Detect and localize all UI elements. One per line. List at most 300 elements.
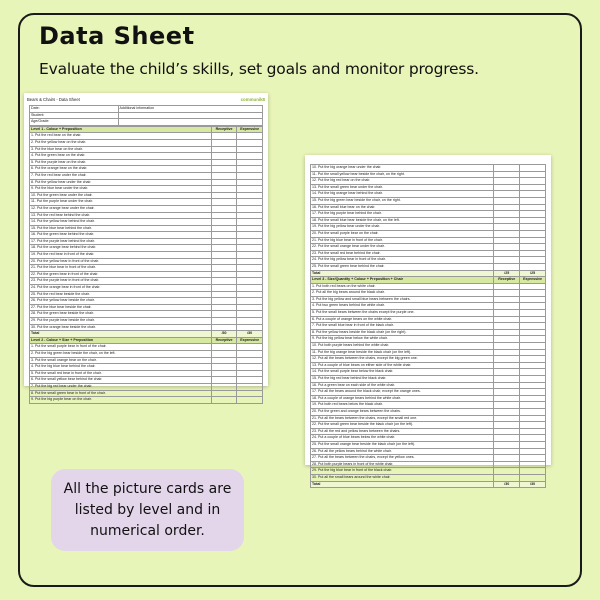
table-row bbox=[311, 356, 546, 363]
expressive-cell bbox=[520, 316, 546, 323]
expressive-cell bbox=[237, 324, 263, 331]
table-row bbox=[30, 350, 263, 357]
item-text: 19. Put both red bears below the black chair. bbox=[311, 402, 494, 409]
expressive-cell bbox=[237, 397, 263, 404]
total-expressive: /30 bbox=[237, 331, 263, 338]
expressive-cell bbox=[237, 212, 263, 219]
receptive-cell bbox=[211, 219, 237, 226]
item-text: 1. Put the red bear on the chair. bbox=[30, 133, 212, 140]
table-row bbox=[311, 204, 546, 211]
receptive-cell bbox=[494, 343, 520, 350]
item-text: 25. Put the red bear beside the chair. bbox=[30, 291, 212, 298]
item-text: 26. Put all the yellow bears behind the white chair. bbox=[311, 448, 494, 455]
item-text: 14. Put the small purple bear below the black chair. bbox=[311, 369, 494, 376]
expressive-cell bbox=[237, 199, 263, 206]
receptive-cell bbox=[494, 204, 520, 211]
item-text: 22. Put the small green bear beside the black chair (on the left). bbox=[311, 422, 494, 429]
expressive-cell bbox=[237, 271, 263, 278]
receptive-cell bbox=[211, 232, 237, 239]
item-text: 2. Put all the big bears around the black chair. bbox=[311, 290, 494, 297]
expressive-cell bbox=[237, 252, 263, 259]
item-text: 8. Put the small green bear in front of the chair. bbox=[30, 390, 212, 397]
item-text: 17. Put all the bears around the black chair, except the orange ones. bbox=[311, 389, 494, 396]
table-row bbox=[311, 468, 546, 475]
item-text: 16. Put a green bear on each side of the white chair. bbox=[311, 382, 494, 389]
receptive-cell bbox=[494, 323, 520, 330]
receptive-cell bbox=[494, 283, 520, 290]
receptive-cell bbox=[211, 252, 237, 259]
page-title: Data Sheet bbox=[39, 22, 195, 50]
table-row bbox=[311, 408, 546, 415]
receptive-cell bbox=[494, 310, 520, 317]
info-label: Student: bbox=[30, 112, 119, 119]
item-text: 13. Put a couple of blue bears on either side of the white chair. bbox=[311, 362, 494, 369]
expressive-cell bbox=[520, 230, 546, 237]
item-text: 12. Put the big red bear on the chair. bbox=[311, 178, 494, 185]
item-text: 13. Put the red bear behind the chair. bbox=[30, 212, 212, 219]
receptive-cell bbox=[211, 324, 237, 331]
expressive-cell bbox=[520, 349, 546, 356]
expressive-cell bbox=[520, 402, 546, 409]
table-row bbox=[30, 258, 263, 265]
table-row bbox=[30, 245, 263, 252]
receptive-cell bbox=[211, 199, 237, 206]
item-text: 8. Put the yellow bear under the chair. bbox=[30, 179, 212, 186]
table-row bbox=[30, 377, 263, 384]
item-text: 1. Put the small purple bear in front of the chair. bbox=[30, 344, 212, 351]
receptive-cell bbox=[211, 318, 237, 325]
data-sheet-page-2 bbox=[305, 155, 551, 486]
expressive-cell bbox=[237, 133, 263, 140]
receptive-cell bbox=[494, 349, 520, 356]
info-value bbox=[118, 112, 262, 119]
column-header-expressive: Expressive bbox=[237, 126, 263, 133]
receptive-cell bbox=[494, 415, 520, 422]
table-row bbox=[311, 376, 546, 383]
item-text: 29. Put the purple bear beside the chair. bbox=[30, 318, 212, 325]
expressive-cell bbox=[520, 455, 546, 462]
receptive-cell bbox=[494, 171, 520, 178]
expressive-cell bbox=[520, 197, 546, 204]
expressive-cell bbox=[520, 369, 546, 376]
expressive-cell bbox=[520, 171, 546, 178]
table-row bbox=[30, 390, 263, 397]
expressive-cell bbox=[520, 468, 546, 475]
expressive-cell bbox=[520, 178, 546, 185]
table-row bbox=[30, 179, 263, 186]
item-text: 15. Put the blue bear behind the chair. bbox=[30, 225, 212, 232]
total-label: Total bbox=[311, 481, 494, 488]
table-row bbox=[311, 230, 546, 237]
item-text: 3. Put the blue bear on the chair. bbox=[30, 146, 212, 153]
item-text: 22. Put the small orange bear under the chair. bbox=[311, 244, 494, 251]
receptive-cell bbox=[211, 285, 237, 292]
receptive-cell bbox=[494, 257, 520, 264]
item-text: 6. Put a couple of orange bears on the white chair. bbox=[311, 316, 494, 323]
receptive-cell bbox=[494, 461, 520, 468]
level-label: Level 2 - Colour + Size + Preposition bbox=[30, 337, 212, 344]
item-text: 9. Put the big yellow bear below the white chair. bbox=[311, 336, 494, 343]
table-row bbox=[30, 232, 263, 239]
expressive-cell bbox=[237, 139, 263, 146]
receptive-cell bbox=[211, 390, 237, 397]
table-row bbox=[311, 316, 546, 323]
table-row bbox=[311, 415, 546, 422]
table-row bbox=[311, 178, 546, 185]
receptive-cell bbox=[494, 290, 520, 297]
expressive-cell bbox=[237, 166, 263, 173]
item-text: 20. Put the small purple bear on the chair. bbox=[311, 230, 494, 237]
expressive-cell bbox=[520, 329, 546, 336]
expressive-cell bbox=[237, 370, 263, 377]
level-header-row bbox=[30, 126, 263, 133]
receptive-cell bbox=[494, 178, 520, 185]
item-text: 14. Put the big orange bear behind the chair. bbox=[311, 191, 494, 198]
receptive-cell bbox=[494, 165, 520, 172]
table-row bbox=[30, 370, 263, 377]
table-row bbox=[30, 199, 263, 206]
table-row bbox=[30, 304, 263, 311]
item-text: 19. Put the red bear in front of the chair. bbox=[30, 252, 212, 259]
item-text: 14. Put the yellow bear behind the chair. bbox=[30, 219, 212, 226]
expressive-cell bbox=[520, 389, 546, 396]
table-row bbox=[30, 298, 263, 305]
table-row bbox=[311, 336, 546, 343]
expressive-cell bbox=[520, 237, 546, 244]
total-label: Total bbox=[30, 331, 212, 338]
receptive-cell bbox=[211, 265, 237, 272]
table-row bbox=[311, 395, 546, 402]
expressive-cell bbox=[520, 211, 546, 218]
expressive-cell bbox=[237, 265, 263, 272]
receptive-cell bbox=[211, 192, 237, 199]
expressive-cell bbox=[520, 191, 546, 198]
item-text: 8. Put the yellow bears beside the black chair (on the right). bbox=[311, 329, 494, 336]
item-text: 16. Put the green bear behind the chair. bbox=[30, 232, 212, 239]
expressive-cell bbox=[237, 377, 263, 384]
table-row bbox=[30, 397, 263, 404]
receptive-cell bbox=[211, 172, 237, 179]
expressive-cell bbox=[520, 441, 546, 448]
expressive-cell bbox=[520, 408, 546, 415]
item-text: 20. Put the yellow bear in front of the chair. bbox=[30, 258, 212, 265]
item-text: 29. Put the big blue bear in front of the black chair. bbox=[311, 468, 494, 475]
item-text: 4. Put the big blue bear behind the chair. bbox=[30, 364, 212, 371]
expressive-cell bbox=[520, 310, 546, 317]
receptive-cell bbox=[211, 377, 237, 384]
item-text: 24. Put the big yellow bear in front of the chair. bbox=[311, 257, 494, 264]
item-text: 9. Put the blue bear under the chair. bbox=[30, 186, 212, 193]
item-text: 24. Put the orange bear in front of the chair. bbox=[30, 285, 212, 292]
table-row bbox=[311, 244, 546, 251]
receptive-cell bbox=[211, 258, 237, 265]
receptive-cell bbox=[211, 271, 237, 278]
expressive-cell bbox=[520, 165, 546, 172]
expressive-cell bbox=[520, 217, 546, 224]
item-text: 10. Put both purple bears behind the white chair. bbox=[311, 343, 494, 350]
info-row bbox=[30, 112, 263, 119]
item-text: 13. Put the small green bear under the chair. bbox=[311, 184, 494, 191]
receptive-cell bbox=[494, 230, 520, 237]
receptive-cell bbox=[494, 474, 520, 481]
expressive-cell bbox=[237, 350, 263, 357]
expressive-cell bbox=[520, 184, 546, 191]
item-text: 10. Put the big orange bear under the chair. bbox=[311, 165, 494, 172]
table-row bbox=[311, 455, 546, 462]
table-row bbox=[311, 191, 546, 198]
column-header-receptive: Receptive bbox=[211, 126, 237, 133]
item-text: 21. Put the blue bear in front of the chair. bbox=[30, 265, 212, 272]
info-row bbox=[30, 119, 263, 126]
expressive-cell bbox=[237, 146, 263, 153]
column-header-expressive: Expressive bbox=[520, 277, 546, 284]
item-text: 7. Put the red bear under the chair. bbox=[30, 172, 212, 179]
table-row bbox=[311, 349, 546, 356]
table-row bbox=[311, 435, 546, 442]
item-text: 18. Put the orange bear behind the chair. bbox=[30, 245, 212, 252]
receptive-cell bbox=[494, 402, 520, 409]
expressive-cell bbox=[237, 232, 263, 239]
receptive-cell bbox=[494, 250, 520, 257]
expressive-cell bbox=[520, 296, 546, 303]
item-text: 26. Put the yellow bear beside the chair. bbox=[30, 298, 212, 305]
level-header-row bbox=[30, 337, 263, 344]
receptive-cell bbox=[494, 435, 520, 442]
expressive-cell bbox=[237, 245, 263, 252]
expressive-cell bbox=[520, 428, 546, 435]
item-text: 9. Put the big purple bear on the chair. bbox=[30, 397, 212, 404]
table-row bbox=[30, 225, 263, 232]
item-text: 19. Put the big yellow bear under the chair. bbox=[311, 224, 494, 231]
receptive-cell bbox=[211, 311, 237, 318]
total-receptive: /30 bbox=[211, 331, 237, 338]
table-row bbox=[30, 219, 263, 226]
item-text: 25. Put the small orange bear beside the black chair (on the left). bbox=[311, 441, 494, 448]
item-text: 18. Put a couple of orange bears behind the white chair. bbox=[311, 395, 494, 402]
sheet-title: Bears & Chairs - Data Sheet bbox=[27, 96, 80, 102]
receptive-cell bbox=[211, 153, 237, 160]
receptive-cell bbox=[494, 244, 520, 251]
expressive-cell bbox=[520, 461, 546, 468]
table-row bbox=[311, 402, 546, 409]
table-row bbox=[30, 133, 263, 140]
item-text: 22. Put the green bear in front of the chair. bbox=[30, 271, 212, 278]
table-row bbox=[311, 237, 546, 244]
total-row bbox=[30, 331, 263, 338]
table-row bbox=[30, 192, 263, 199]
table-row bbox=[30, 139, 263, 146]
expressive-cell bbox=[237, 318, 263, 325]
receptive-cell bbox=[211, 179, 237, 186]
expressive-cell bbox=[237, 285, 263, 292]
item-text: 5. Put the small bears between the chairs except the purple one. bbox=[311, 310, 494, 317]
receptive-cell bbox=[494, 237, 520, 244]
table-row bbox=[30, 153, 263, 160]
info-row bbox=[30, 106, 263, 113]
item-text: 3. Put the big yellow and small blue bears between the chairs. bbox=[311, 296, 494, 303]
item-text: 27. Put all the bears between the chairs, except the yellow ones. bbox=[311, 455, 494, 462]
item-text: 16. Put the small blue bear on the chair. bbox=[311, 204, 494, 211]
item-text: 7. Put the big red bear under the chair. bbox=[30, 383, 212, 390]
table-row bbox=[311, 263, 546, 270]
table-row bbox=[311, 323, 546, 330]
item-text: 17. Put the purple bear behind the chair. bbox=[30, 238, 212, 245]
expressive-cell bbox=[520, 382, 546, 389]
receptive-cell bbox=[211, 291, 237, 298]
item-text: 21. Put the big blue bear in front of the chair. bbox=[311, 237, 494, 244]
item-text: 10. Put the green bear under the chair. bbox=[30, 192, 212, 199]
receptive-cell bbox=[494, 376, 520, 383]
receptive-cell bbox=[211, 205, 237, 212]
item-text: 18. Put the small blue bear beside the chair, on the left. bbox=[311, 217, 494, 224]
item-text: 2. Put the yellow bear on the chair. bbox=[30, 139, 212, 146]
receptive-cell bbox=[211, 139, 237, 146]
receptive-cell bbox=[494, 362, 520, 369]
receptive-cell bbox=[494, 296, 520, 303]
info-value bbox=[118, 119, 262, 126]
expressive-cell bbox=[237, 153, 263, 160]
table-row bbox=[311, 474, 546, 481]
expressive-cell bbox=[237, 205, 263, 212]
table-row bbox=[311, 257, 546, 264]
expressive-cell bbox=[520, 448, 546, 455]
data-sheet-page-1 bbox=[24, 93, 268, 402]
item-text: 5. Put the purple bear on the chair. bbox=[30, 159, 212, 166]
receptive-cell bbox=[211, 304, 237, 311]
table-row bbox=[311, 428, 546, 435]
receptive-cell bbox=[211, 186, 237, 193]
receptive-cell bbox=[211, 397, 237, 404]
item-text: 23. Put all the red and yellow bears between the chairs. bbox=[311, 428, 494, 435]
receptive-cell bbox=[494, 217, 520, 224]
expressive-cell bbox=[520, 376, 546, 383]
table-row bbox=[311, 217, 546, 224]
expressive-cell bbox=[520, 422, 546, 429]
table-row bbox=[30, 324, 263, 331]
receptive-cell bbox=[494, 455, 520, 462]
item-text: 12. Put all the bears between the chairs, except the big green one. bbox=[311, 356, 494, 363]
table-row bbox=[30, 212, 263, 219]
item-text: 25. Put the small green bear behind the chair. bbox=[311, 263, 494, 270]
expressive-cell bbox=[520, 356, 546, 363]
info-table bbox=[29, 105, 263, 126]
receptive-cell bbox=[494, 197, 520, 204]
table-row bbox=[311, 197, 546, 204]
item-text: 27. Put the blue bear beside the chair. bbox=[30, 304, 212, 311]
item-text: 30. Put all the small bears around the white chair. bbox=[311, 474, 494, 481]
expressive-cell bbox=[520, 290, 546, 297]
receptive-cell bbox=[494, 395, 520, 402]
table-row bbox=[30, 291, 263, 298]
table-row bbox=[311, 362, 546, 369]
receptive-cell bbox=[494, 382, 520, 389]
brand-logo: communik8 bbox=[240, 96, 265, 102]
table-row bbox=[30, 278, 263, 285]
receptive-cell bbox=[494, 336, 520, 343]
expressive-cell bbox=[520, 415, 546, 422]
item-text: 21. Put all the bears between the chairs, except the small red one. bbox=[311, 415, 494, 422]
item-text: 3. Put the small orange bear on the chair. bbox=[30, 357, 212, 364]
receptive-cell bbox=[494, 224, 520, 231]
table-row bbox=[311, 310, 546, 317]
table-row bbox=[311, 184, 546, 191]
receptive-cell bbox=[494, 263, 520, 270]
receptive-cell bbox=[211, 350, 237, 357]
item-text: 24. Put a couple of blue bears below the white chair. bbox=[311, 435, 494, 442]
table-row bbox=[311, 441, 546, 448]
expressive-cell bbox=[237, 390, 263, 397]
item-text: 23. Put the small red bear behind the chair. bbox=[311, 250, 494, 257]
item-text: 4. Put two green bears behind the white chair. bbox=[311, 303, 494, 310]
expressive-cell bbox=[520, 435, 546, 442]
receptive-cell bbox=[211, 212, 237, 219]
expressive-cell bbox=[237, 186, 263, 193]
receptive-cell bbox=[211, 238, 237, 245]
expressive-cell bbox=[237, 311, 263, 318]
expressive-cell bbox=[237, 364, 263, 371]
table-row bbox=[311, 389, 546, 396]
sheet-header bbox=[24, 93, 268, 105]
expressive-cell bbox=[520, 204, 546, 211]
table-row bbox=[30, 159, 263, 166]
table-row bbox=[30, 238, 263, 245]
receptive-cell bbox=[211, 344, 237, 351]
item-text: 6. Put the small yellow bear behind the chair. bbox=[30, 377, 212, 384]
item-text: 6. Put the orange bear on the chair. bbox=[30, 166, 212, 173]
total-expressive: /25 bbox=[520, 270, 546, 277]
expressive-cell bbox=[237, 172, 263, 179]
item-text: 12. Put the orange bear under the chair. bbox=[30, 205, 212, 212]
receptive-cell bbox=[211, 298, 237, 305]
expressive-cell bbox=[237, 304, 263, 311]
receptive-cell bbox=[211, 159, 237, 166]
table-row bbox=[311, 461, 546, 468]
table-row bbox=[311, 211, 546, 218]
expressive-cell bbox=[237, 179, 263, 186]
item-text: 15. Put the big green bear beside the chair, on the right. bbox=[311, 197, 494, 204]
receptive-cell bbox=[494, 303, 520, 310]
table-row bbox=[311, 283, 546, 290]
expressive-cell bbox=[520, 257, 546, 264]
expressive-cell bbox=[237, 238, 263, 245]
item-text: 4. Put the green bear on the chair. bbox=[30, 153, 212, 160]
table-row bbox=[30, 344, 263, 351]
item-text: 1. Put both red bears on the white chair. bbox=[311, 283, 494, 290]
receptive-cell bbox=[494, 428, 520, 435]
receptive-cell bbox=[211, 245, 237, 252]
receptive-cell bbox=[211, 357, 237, 364]
table-row bbox=[30, 318, 263, 325]
level-header-row bbox=[311, 277, 546, 284]
item-text: 28. Put the green bear beside the chair. bbox=[30, 311, 212, 318]
item-text: 5. Put the small red bear in front of the chair. bbox=[30, 370, 212, 377]
expressive-cell bbox=[237, 219, 263, 226]
expressive-cell bbox=[520, 250, 546, 257]
item-text: 15. Put the big red bear behind the black chair. bbox=[311, 376, 494, 383]
table-row bbox=[311, 369, 546, 376]
table-row bbox=[30, 205, 263, 212]
total-receptive: /30 bbox=[494, 481, 520, 488]
receptive-cell bbox=[494, 316, 520, 323]
receptive-cell bbox=[494, 211, 520, 218]
receptive-cell bbox=[494, 369, 520, 376]
receptive-cell bbox=[211, 225, 237, 232]
receptive-cell bbox=[211, 364, 237, 371]
expressive-cell bbox=[520, 323, 546, 330]
table-row bbox=[311, 329, 546, 336]
table-row bbox=[311, 250, 546, 257]
item-text: 11. Put the small yellow bear beside the chair, on the right. bbox=[311, 171, 494, 178]
